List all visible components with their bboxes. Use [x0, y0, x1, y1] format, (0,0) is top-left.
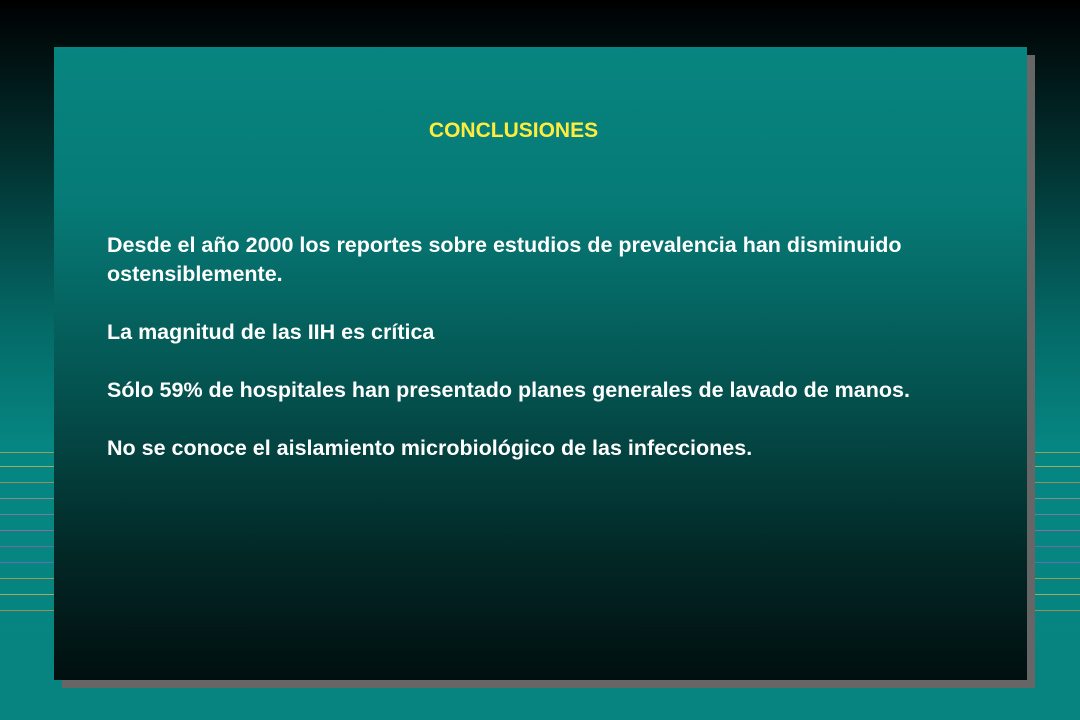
stripe-line	[1030, 546, 1080, 547]
stripe-line	[1030, 578, 1080, 579]
left-stripes-decoration	[0, 448, 56, 618]
slide-body	[107, 231, 987, 492]
stripe-line	[0, 594, 56, 595]
right-stripes-decoration	[1030, 448, 1080, 618]
stripe-line	[1030, 482, 1080, 483]
stripe-line	[0, 610, 56, 611]
stripe-line	[0, 578, 56, 579]
stripe-line	[1030, 562, 1080, 563]
stripe-line	[0, 466, 56, 467]
stripe-line	[1030, 530, 1080, 531]
stripe-line	[1030, 594, 1080, 595]
stripe-line	[1030, 498, 1080, 499]
stripe-line	[0, 514, 56, 515]
stripe-line	[0, 498, 56, 499]
stripe-line	[0, 546, 56, 547]
stripe-line	[0, 452, 56, 453]
stripe-line	[0, 562, 56, 563]
slide-title: CONCLUSIONES	[428, 119, 599, 142]
conclusion-paragraph-4: No se conoce el aislamiento microbiológico de las infecciones.	[107, 436, 753, 460]
stripe-line	[1030, 514, 1080, 515]
conclusion-paragraph-1: Desde el año 2000 los reportes sobre estudios de prevalencia han disminuido ostensiblemente.	[107, 233, 902, 286]
stripe-line	[1030, 452, 1080, 453]
conclusion-paragraph-3: Sólo 59% de hospitales han presentado planes generales de lavado de manos.	[107, 378, 910, 402]
stripe-line	[1030, 466, 1080, 467]
conclusion-paragraph-2: La magnitud de las IIH es crítica	[107, 320, 435, 344]
stripe-line	[1030, 610, 1080, 611]
stripe-line	[0, 482, 56, 483]
slide-panel	[54, 47, 1027, 680]
stripe-line	[0, 530, 56, 531]
